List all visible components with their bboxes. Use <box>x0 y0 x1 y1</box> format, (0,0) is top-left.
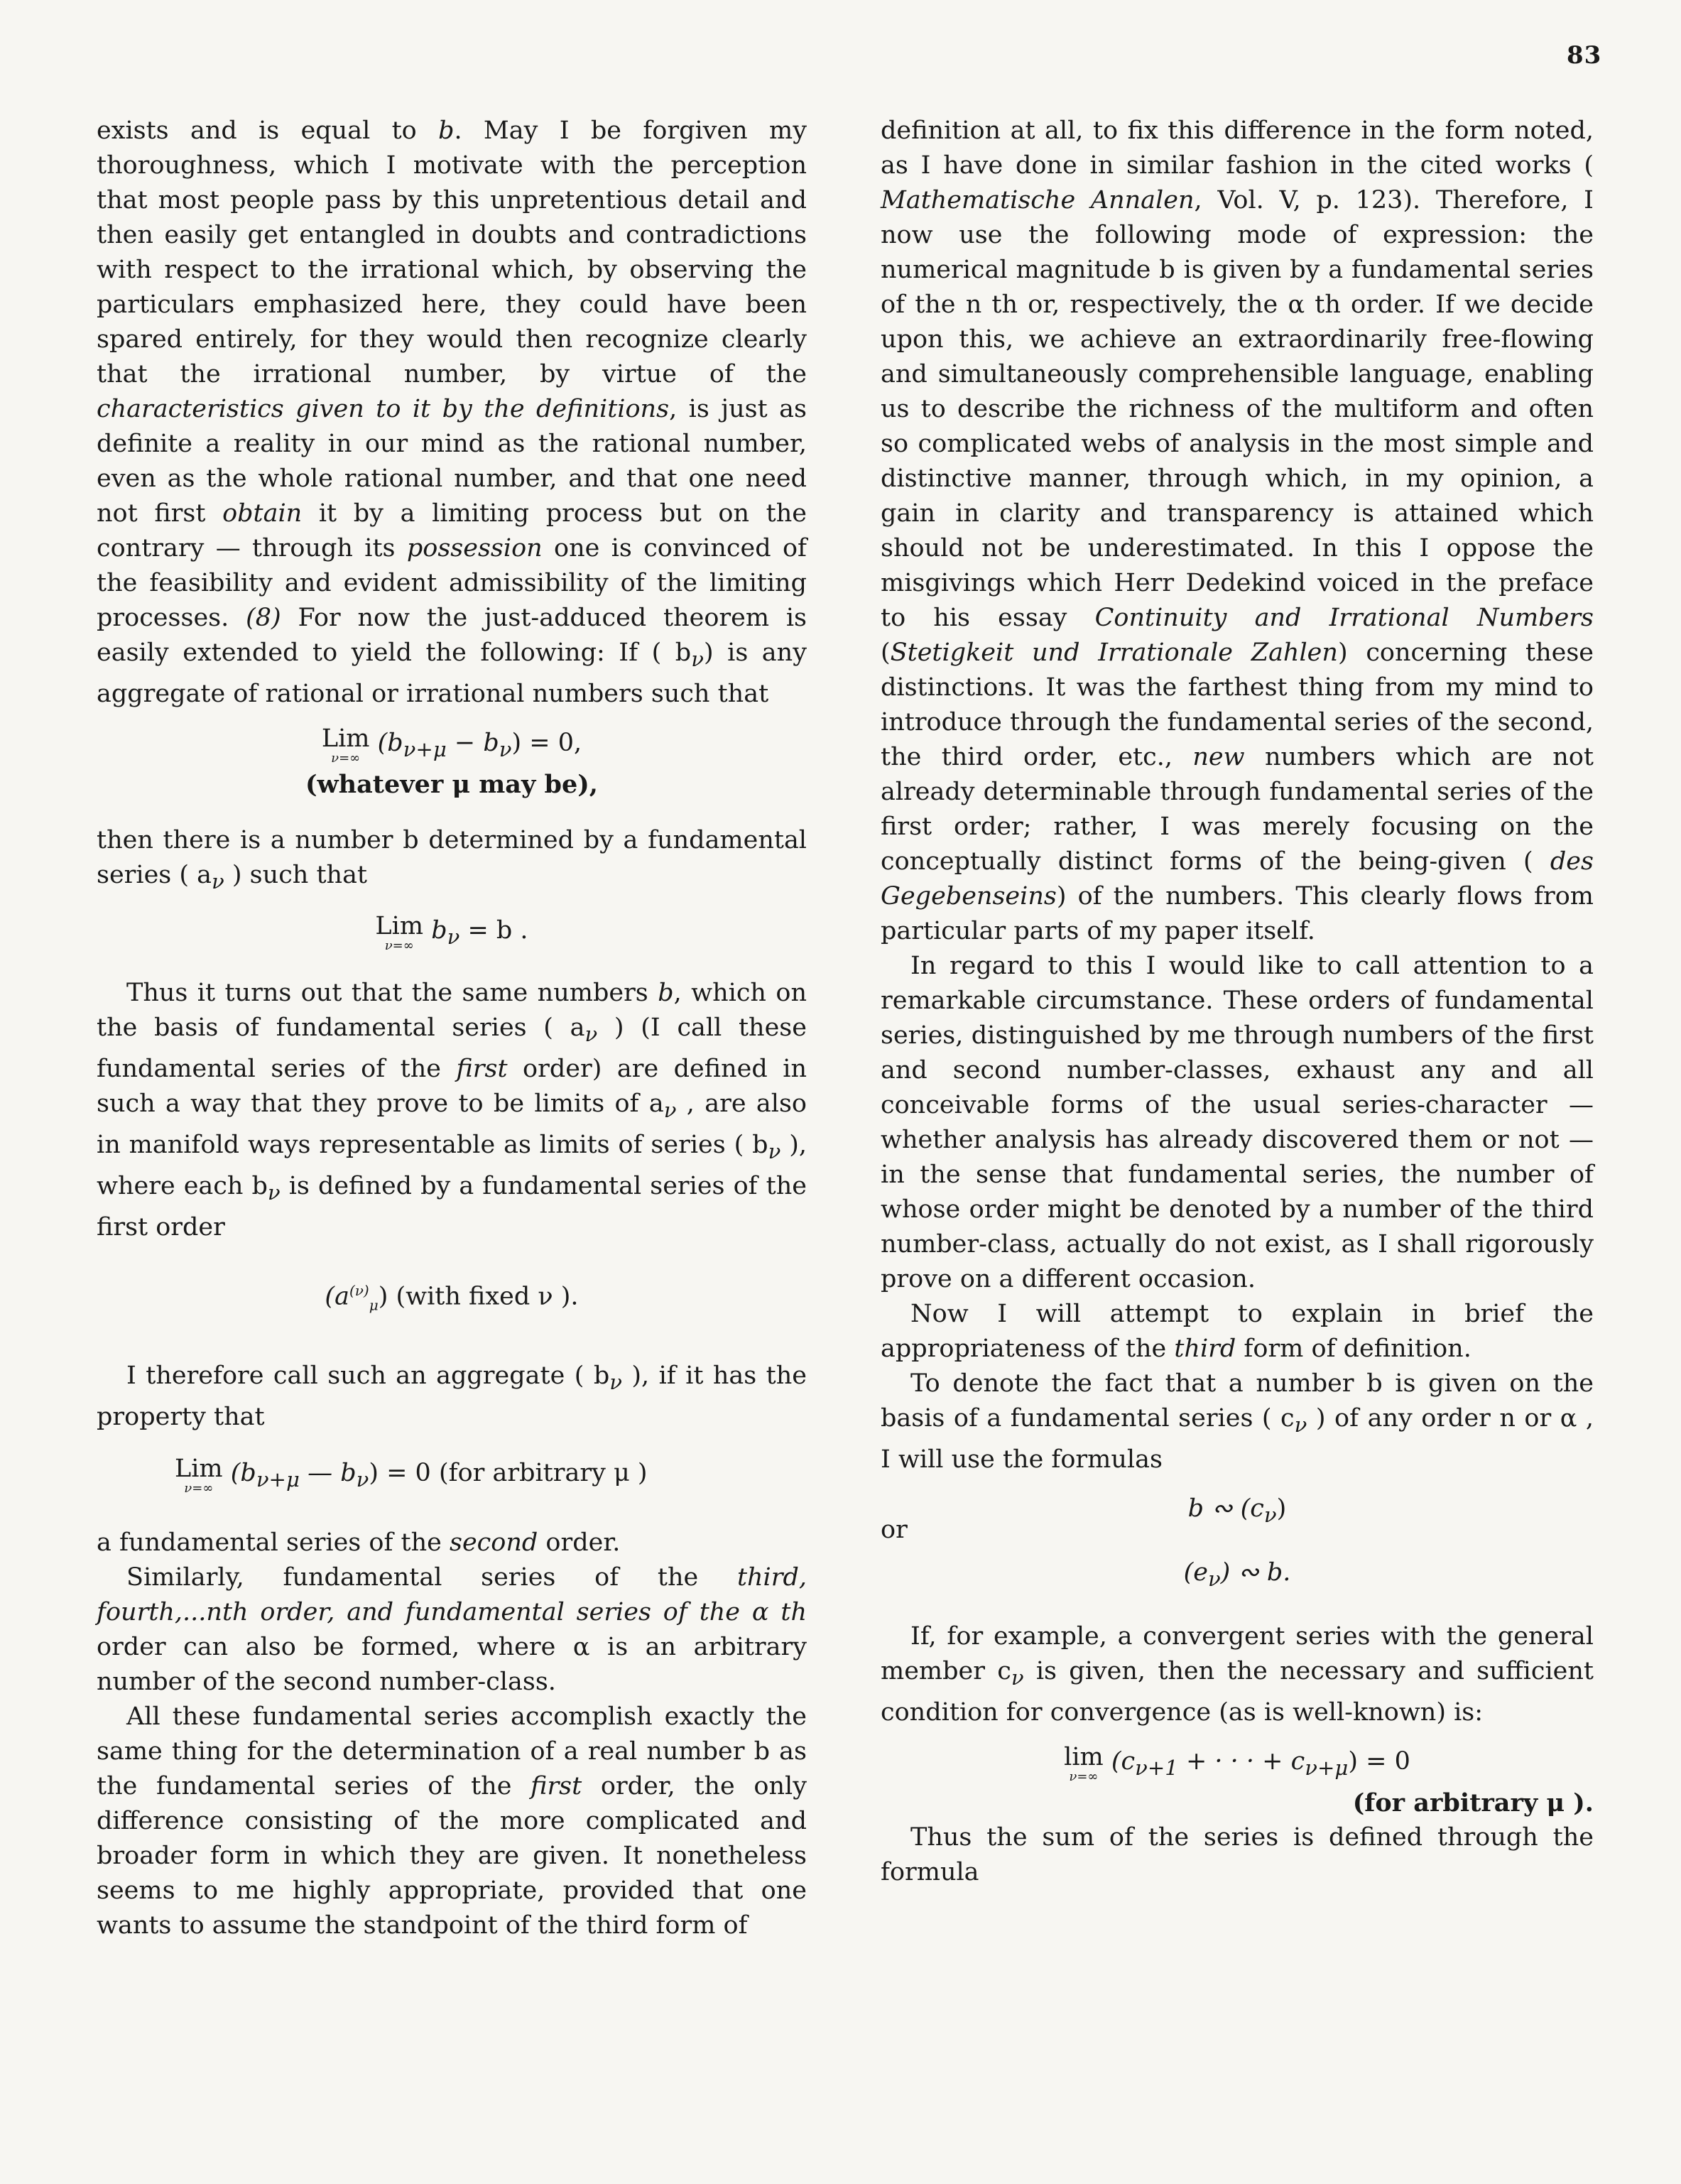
paragraph: exists and is equal to b. May I be forgiven my thoroughness, which I motivate with the perception that most people pass by this unpretentious detail and then easily get entangled in doubts and contradictions with respect to the irrational which, by observing the particulars emphasized here, they could have been spared entirely, for they would then recognize clearly that the irrational number, by virtue of the characteristics given to it by the definitions, is just as definite a reality in our mind as the rational number, even as the whole rational number, and that one need not first obtain it by a limiting process but on the contrary — through its possession one is convinced of the feasibility and evident admissibility of the limiting processes. (8) For now the just-adduced theorem is easily extended to yield the following: If ( $b_\nu$) is any aggregate of rational or irrational numbers such that <box>97 116 807 708</box>
equation-fundamental: $(a^{(\nu)}_\mu)$ (with fixed ν ). <box>325 1282 579 1314</box>
or-word: or <box>881 1516 908 1544</box>
equation-note: (for arbitrary μ ). <box>1352 1788 1594 1818</box>
paragraph: Similarly, fundamental series of the third, fourth,...nth order, and fundamental series of the α th order can also be formed, where α is an arbitrary number of the second number-class. <box>97 1563 807 1696</box>
equation-equivalence-1: b ∾ $(c_\nu)$ <box>1187 1494 1287 1527</box>
formula-block <box>881 1477 1594 1591</box>
equation-equivalence-2: $(e_\nu)$ ∾ b. <box>1183 1558 1291 1591</box>
paragraph: Now I will attempt to explain in brief the appropriateness of the third form of definition. <box>881 1300 1594 1363</box>
paragraph: To denote the fact that a number b is given on the basis of a fundamental series ( $c_\nu$ ) of any order n or α , I will use the formulas <box>881 1369 1594 1474</box>
paragraph: I therefore call such an aggregate ( $b_\nu$ ), if it has the property that <box>97 1361 807 1431</box>
paragraph: If, for example, a convergent series with the general member $c_\nu$ is given, then the necessary and sufficient condition for convergence (as is well-known) is: <box>881 1622 1594 1727</box>
equation-limit-2: Lim ν=∞ $b_\nu = b$ . <box>375 912 528 953</box>
paragraph: All these fundamental series accomplish exactly the same thing for the determination of a real number b as the fundamental series of the first order, the only difference consisting of the more complicated and broader form in which they are given. It nonetheless seems to me highly appropriate, provided that one wants to assume the standpoint of the third form of <box>97 1702 807 1940</box>
equation-note: (whatever μ may be), <box>305 770 598 799</box>
paragraph: a fundamental series of the second order. <box>97 1528 621 1557</box>
equation-limit-3: Lim ν=∞ ($b_{\nu+\mu}$ — $b_\nu) = 0$ (for arbitrary μ ) <box>175 1454 648 1496</box>
paragraph: then there is a number b determined by a fundamental series ( $a_\nu$ ) such that <box>97 826 807 893</box>
paragraph: In regard to this I would like to call attention to a remarkable circumstance. These orders of fundamental series, distinguished by me through numbers of the first and second number-classes, exhaust any and all conceivable forms of the usual series-character — whether analysis has already discovered them or not — in the sense that fundamental series, the number of whose order might be denoted by a number of the third number-class, actually do not exist, as I shall rigorously prove on a different occasion. <box>881 952 1594 1293</box>
paragraph: Thus it turns out that the same numbers b, which on the basis of fundamental series ( $a_\nu$ ) (I call these fundamental series of the first order) are defined in such a way that they prove to be limits of $a_\nu$ , are also in manifold ways representable as limits of series ( $b_\nu$ ), where each $b_\nu$ is defined by a fundamental series of the first order <box>97 979 807 1242</box>
equation-convergence: lim ν=∞ ($c_{\nu+1}$ + · · · + $c_{\nu+\mu}) = 0$ <box>1064 1743 1410 1784</box>
right-column <box>881 114 1594 1890</box>
left-column <box>97 114 807 1943</box>
paragraph: definition at all, to fix this difference in the form noted, as I have done in similar fashion in the cited works ( Mathematische Annalen, Vol. V, p. 123). Therefore, I now use the following mode of expression: the numerical magnitude b is given by a fundamental series of the n th or, respectively, the α th order. If we decide upon this, we achieve an extraordinarily free-flowing and simultaneously comprehensible language, enabling us to describe the richness of the multiform and often so complicated webs of analysis in the most simple and distinctive manner, through which, in my opinion, a gain in clarity and transparency is attained which should not be underestimated. In this I oppose the misgivings which Herr Dedekind voiced in the preface to his essay Continuity and Irrational Numbers (Stetigkeit und Irrationale Zahlen) concerning these distinctions. It was the farthest thing from my mind to introduce through the fundamental series of the second, the third order, etc., new numbers which are not already determinable through fundamental series of the first order; rather, I was merely focusing on the conceptually distinct forms of the being-given ( des Gegebenseins) of the numbers. This clearly flows from particular parts of my paper itself. <box>881 116 1594 945</box>
equation-limit-1: Lim ν=∞ $(b_{\nu+\mu} - b_\nu) = 0$, <box>321 724 582 766</box>
page-number: 83 <box>1567 41 1602 70</box>
paragraph: Thus the sum of the series is defined through the formula <box>881 1823 1594 1886</box>
